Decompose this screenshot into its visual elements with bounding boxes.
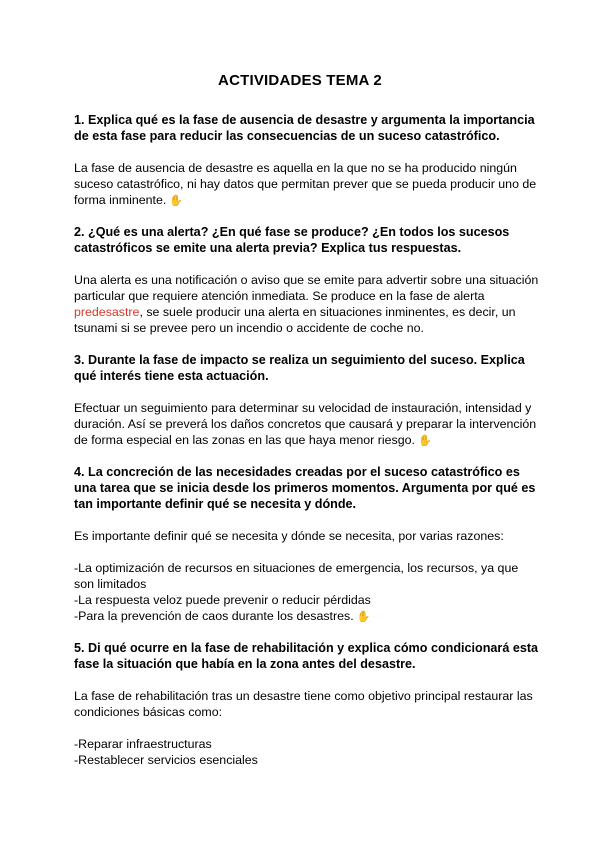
question-3-line: 3. Durante la fase de impacto se realiza un seguimiento del suceso. Explica: [74, 353, 525, 367]
question-3: [74, 352, 534, 384]
question-4-line: una tarea que se inicia desde los primeros momentos. Argumenta por qué es: [74, 481, 536, 495]
answer-3: [74, 400, 544, 449]
question-5-line: 5. Di qué ocurre en la fase de rehabilitación y explica cómo condicionará esta: [74, 641, 539, 655]
answer-3-line: [74, 432, 544, 449]
answer-4: [74, 560, 544, 625]
answer-4-line: [74, 608, 544, 625]
question-3-line: qué interés tiene esta actuación.: [74, 369, 269, 383]
answer-5-list: [74, 736, 544, 768]
question-4: [74, 464, 534, 512]
answer-5: [74, 688, 544, 720]
answer-2-line: tsunami si se prevee pero un incendio o accidente de coche no.: [74, 321, 424, 335]
question-5: [74, 640, 539, 672]
answer-1-text: forma inminente.: [74, 193, 167, 207]
answer-3-line: duración. Así se preverá los daños concretos que causará y preparar la intervención: [74, 417, 537, 431]
answer-2-text: , se suele producir una alerta en situaciones inminentes, es decir, un: [139, 305, 516, 319]
answer-4-line: son limitados: [74, 577, 147, 591]
question-2-line: 2. ¿Qué es una alerta? ¿En qué fase se produce? ¿En todos los sucesos: [74, 225, 510, 239]
answer-1-line: La fase de ausencia de desastre es aquella en la que no se ha producido ningún: [74, 161, 517, 175]
answer-4-line: -La optimización de recursos en situaciones de emergencia, los recursos, ya que: [74, 561, 519, 575]
answer-5-line: La fase de rehabilitación tras un desastre tiene como objetivo principal restaurar las: [74, 689, 533, 703]
list-item: -Restablecer servicios esenciales: [74, 753, 258, 767]
question-2: [74, 224, 534, 256]
answer-4-text: -Para la prevención de caos durante los desastres.: [74, 609, 354, 623]
answer-1-line: [74, 192, 544, 209]
question-4-line: 4. La concreción de las necesidades creadas por el suceso catastrófico es: [74, 465, 520, 479]
answer-1-line: suceso catastrófico, ni hay datos que permitan prever que se pueda producir uno de: [74, 177, 537, 191]
list-item: -Reparar infraestructuras: [74, 737, 212, 751]
question-1: [74, 112, 534, 144]
answer-5-line: condiciones básicas como:: [74, 705, 223, 719]
answer-2: [74, 272, 544, 336]
question-1-line: 1. Explica qué es la fase de ausencia de desastre y argumenta la importancia: [74, 113, 535, 127]
answer-1: [74, 160, 544, 209]
thumbs-up-hand-icon: ✋: [356, 611, 371, 623]
thumbs-up-hand-icon: ✋: [169, 195, 183, 207]
thumbs-up-hand-icon: ✋: [417, 435, 432, 447]
highlighted-term: predesastre: [74, 305, 140, 319]
question-1-line: de esta fase para reducir las consecuencias de un suceso catastrófico.: [74, 129, 500, 143]
answer-3-line: Efectuar un seguimiento para determinar su velocidad de instauración, intensidad y: [74, 401, 532, 415]
answer-4-line: -La respuesta veloz puede prevenir o reducir pérdidas: [74, 593, 371, 607]
answer-3-text: de forma especial en las zonas en las que haya menor riesgo.: [74, 433, 415, 447]
question-4-line: tan importante definir qué se necesita y dónde.: [74, 497, 357, 511]
question-5-line: fase la situación que había en la zona antes del desastre.: [74, 657, 416, 671]
answer-2-line: Una alerta es una notificación o aviso que se emite para advertir sobre una situación: [74, 273, 539, 287]
question-2-line: catastróficos se emite una alerta previa? Explica tus respuestas.: [74, 241, 462, 255]
answer-4-intro: Es importante definir qué se necesita y dónde se necesita, por varias razones:: [74, 529, 504, 543]
answer-2-line: particular que requiere atención inmediata. Se produce en la fase de alerta: [74, 289, 485, 303]
answer-2-line: [74, 304, 544, 320]
page-title: ACTIVIDADES TEMA 2: [218, 72, 382, 89]
